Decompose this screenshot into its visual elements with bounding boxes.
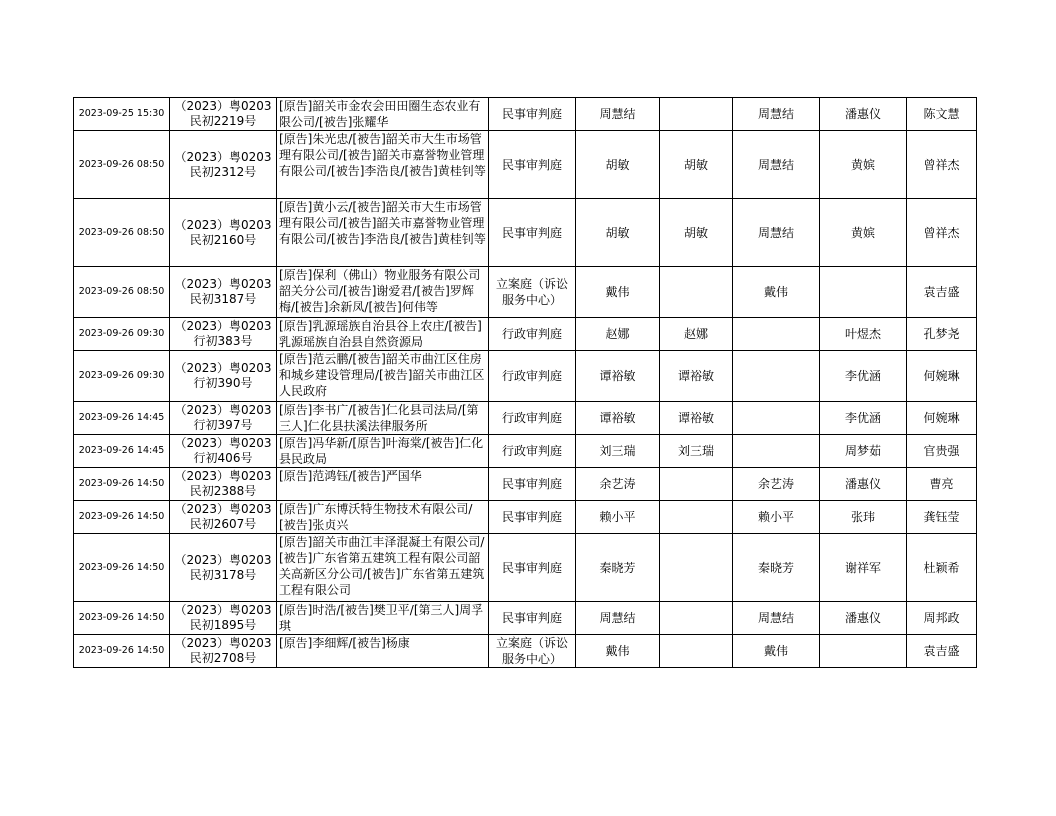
case-number-cell: （2023）粤0203民初1895号 (170, 602, 277, 635)
juror-cell (820, 267, 907, 318)
parties-cell: [原告]韶关市金农会田田圈生态农业有限公司/[被告]张耀华 (277, 98, 489, 131)
case-handler-cell (733, 435, 820, 468)
case-number-cell: （2023）粤0203行初390号 (170, 351, 277, 402)
parties-cell: [原告]黄小云/[被告]韶关市大生市场管理有限公司/[被告]韶关市嘉誉物业管理有限公司/[被告]李浩良/[被告]黄桂钊等 (277, 199, 489, 267)
table-row (74, 602, 977, 635)
trial-judge-cell: 谭裕敏 (660, 351, 733, 402)
presiding-judge-cell: 胡敏 (576, 131, 660, 199)
case-number-cell: （2023）粤0203民初2708号 (170, 635, 277, 668)
table-row (74, 534, 977, 602)
case-handler-cell (733, 351, 820, 402)
hearing-datetime-cell: 2023-09-26 14:50 (74, 635, 170, 668)
presiding-judge-cell: 谭裕敏 (576, 351, 660, 402)
parties-cell: [原告]广东博沃特生物技术有限公司/[被告]张贞兴 (277, 501, 489, 534)
hearing-datetime-cell: 2023-09-25 15:30 (74, 98, 170, 131)
case-handler-cell: 戴伟 (733, 267, 820, 318)
hearing-datetime-cell: 2023-09-26 09:30 (74, 318, 170, 351)
table-row (74, 635, 977, 668)
hearing-datetime-cell: 2023-09-26 14:50 (74, 501, 170, 534)
case-number-cell: （2023）粤0203行初383号 (170, 318, 277, 351)
case-number-cell: （2023）粤0203民初3178号 (170, 534, 277, 602)
court-clerk-cell: 龚钰莹 (907, 501, 977, 534)
trial-judge-cell (660, 468, 733, 501)
table-row (74, 501, 977, 534)
presiding-judge-cell: 赖小平 (576, 501, 660, 534)
juror-cell: 张玮 (820, 501, 907, 534)
case-handler-cell: 周慧结 (733, 602, 820, 635)
case-handler-cell: 余艺涛 (733, 468, 820, 501)
case-handler-cell (733, 402, 820, 435)
case-handler-cell: 周慧结 (733, 98, 820, 131)
presiding-judge-cell: 秦晓芳 (576, 534, 660, 602)
juror-cell: 叶煜杰 (820, 318, 907, 351)
court-division-cell: 民事审判庭 (489, 131, 576, 199)
court-clerk-cell: 曾祥杰 (907, 199, 977, 267)
parties-cell: [原告]保利（佛山）物业服务有限公司韶关分公司/[被告]谢爱君/[被告]罗辉梅/[被告]余新凤/[被告]何伟等 (277, 267, 489, 318)
trial-judge-cell (660, 98, 733, 131)
court-clerk-cell: 袁吉盛 (907, 635, 977, 668)
case-number-cell: （2023）粤0203民初2607号 (170, 501, 277, 534)
case-handler-cell: 秦晓芳 (733, 534, 820, 602)
trial-judge-cell: 胡敏 (660, 131, 733, 199)
court-division-cell: 民事审判庭 (489, 468, 576, 501)
case-handler-cell: 周慧结 (733, 131, 820, 199)
case-handler-cell: 戴伟 (733, 635, 820, 668)
table-row (74, 402, 977, 435)
court-division-cell: 民事审判庭 (489, 98, 576, 131)
hearing-datetime-cell: 2023-09-26 08:50 (74, 199, 170, 267)
court-clerk-cell: 孔梦尧 (907, 318, 977, 351)
trial-judge-cell: 胡敏 (660, 199, 733, 267)
case-handler-cell: 周慧结 (733, 199, 820, 267)
table-row (74, 351, 977, 402)
parties-cell: [原告]朱光忠/[被告]韶关市大生市场管理有限公司/[被告]韶关市嘉誉物业管理有限公司/[被告]李浩良/[被告]黄桂钊等 (277, 131, 489, 199)
juror-cell: 黄嫔 (820, 131, 907, 199)
trial-judge-cell (660, 602, 733, 635)
trial-judge-cell: 谭裕敏 (660, 402, 733, 435)
presiding-judge-cell: 刘三瑞 (576, 435, 660, 468)
court-division-cell: 民事审判庭 (489, 199, 576, 267)
juror-cell: 周梦茹 (820, 435, 907, 468)
juror-cell (820, 635, 907, 668)
juror-cell: 李优涵 (820, 402, 907, 435)
table-row (74, 318, 977, 351)
trial-judge-cell (660, 534, 733, 602)
case-number-cell: （2023）粤0203行初406号 (170, 435, 277, 468)
court-clerk-cell: 陈文慧 (907, 98, 977, 131)
table-row (74, 98, 977, 131)
presiding-judge-cell: 戴伟 (576, 635, 660, 668)
table-row (74, 267, 977, 318)
court-division-cell: 行政审判庭 (489, 318, 576, 351)
case-number-cell: （2023）粤0203民初2312号 (170, 131, 277, 199)
court-clerk-cell: 何婉琳 (907, 402, 977, 435)
hearing-schedule-sheet (73, 97, 977, 668)
hearing-datetime-cell: 2023-09-26 14:50 (74, 602, 170, 635)
court-division-cell: 民事审判庭 (489, 501, 576, 534)
court-clerk-cell: 曾祥杰 (907, 131, 977, 199)
court-division-cell: 行政审判庭 (489, 402, 576, 435)
court-division-cell: 立案庭（诉讼服务中心） (489, 635, 576, 668)
presiding-judge-cell: 胡敏 (576, 199, 660, 267)
table-row (74, 435, 977, 468)
case-handler-cell (733, 318, 820, 351)
parties-cell: [原告]韶关市曲江丰泽混凝土有限公司/[被告]广东省第五建筑工程有限公司韶关高新区分公司/[被告]广东省第五建筑工程有限公司 (277, 534, 489, 602)
presiding-judge-cell: 周慧结 (576, 602, 660, 635)
table-row (74, 468, 977, 501)
hearing-datetime-cell: 2023-09-26 14:50 (74, 534, 170, 602)
hearing-schedule-table (73, 97, 977, 668)
juror-cell: 谢祥军 (820, 534, 907, 602)
court-clerk-cell: 曹亮 (907, 468, 977, 501)
court-clerk-cell: 官贵强 (907, 435, 977, 468)
case-number-cell: （2023）粤0203行初397号 (170, 402, 277, 435)
juror-cell: 李优涵 (820, 351, 907, 402)
court-clerk-cell: 周邦政 (907, 602, 977, 635)
presiding-judge-cell: 戴伟 (576, 267, 660, 318)
presiding-judge-cell: 余艺涛 (576, 468, 660, 501)
court-clerk-cell: 何婉琳 (907, 351, 977, 402)
juror-cell: 黄嫔 (820, 199, 907, 267)
trial-judge-cell (660, 501, 733, 534)
parties-cell: [原告]李书广/[被告]仁化县司法局/[第三人]仁化县扶溪法律服务所 (277, 402, 489, 435)
juror-cell: 潘惠仪 (820, 468, 907, 501)
parties-cell: [原告]范云鹏/[被告]韶关市曲江区住房和城乡建设管理局/[被告]韶关市曲江区人民政府 (277, 351, 489, 402)
table-row (74, 131, 977, 199)
table-row (74, 199, 977, 267)
presiding-judge-cell: 周慧结 (576, 98, 660, 131)
presiding-judge-cell: 赵娜 (576, 318, 660, 351)
court-division-cell: 行政审判庭 (489, 351, 576, 402)
case-number-cell: （2023）粤0203民初2388号 (170, 468, 277, 501)
parties-cell: [原告]乳源瑶族自治县谷上农庄/[被告]乳源瑶族自治县自然资源局 (277, 318, 489, 351)
court-clerk-cell: 杜颖希 (907, 534, 977, 602)
parties-cell: [原告]冯华新/[原告]叶海棠/[被告]仁化县民政局 (277, 435, 489, 468)
hearing-datetime-cell: 2023-09-26 08:50 (74, 267, 170, 318)
trial-judge-cell: 刘三瑞 (660, 435, 733, 468)
case-number-cell: （2023）粤0203民初2160号 (170, 199, 277, 267)
hearing-datetime-cell: 2023-09-26 14:45 (74, 435, 170, 468)
juror-cell: 潘惠仪 (820, 602, 907, 635)
hearing-datetime-cell: 2023-09-26 08:50 (74, 131, 170, 199)
parties-cell: [原告]时浩/[被告]樊卫平/[第三人]周孚琪 (277, 602, 489, 635)
court-division-cell: 行政审判庭 (489, 435, 576, 468)
case-number-cell: （2023）粤0203民初3187号 (170, 267, 277, 318)
hearing-datetime-cell: 2023-09-26 14:45 (74, 402, 170, 435)
trial-judge-cell: 赵娜 (660, 318, 733, 351)
court-clerk-cell: 袁吉盛 (907, 267, 977, 318)
parties-cell: [原告]李细辉/[被告]杨康 (277, 635, 489, 668)
court-division-cell: 立案庭（诉讼服务中心） (489, 267, 576, 318)
hearing-datetime-cell: 2023-09-26 14:50 (74, 468, 170, 501)
case-number-cell: （2023）粤0203民初2219号 (170, 98, 277, 131)
case-handler-cell: 赖小平 (733, 501, 820, 534)
juror-cell: 潘惠仪 (820, 98, 907, 131)
court-division-cell: 民事审判庭 (489, 602, 576, 635)
presiding-judge-cell: 谭裕敏 (576, 402, 660, 435)
court-division-cell: 民事审判庭 (489, 534, 576, 602)
trial-judge-cell (660, 267, 733, 318)
parties-cell: [原告]范鸿钰/[被告]严国华 (277, 468, 489, 501)
trial-judge-cell (660, 635, 733, 668)
hearing-datetime-cell: 2023-09-26 09:30 (74, 351, 170, 402)
